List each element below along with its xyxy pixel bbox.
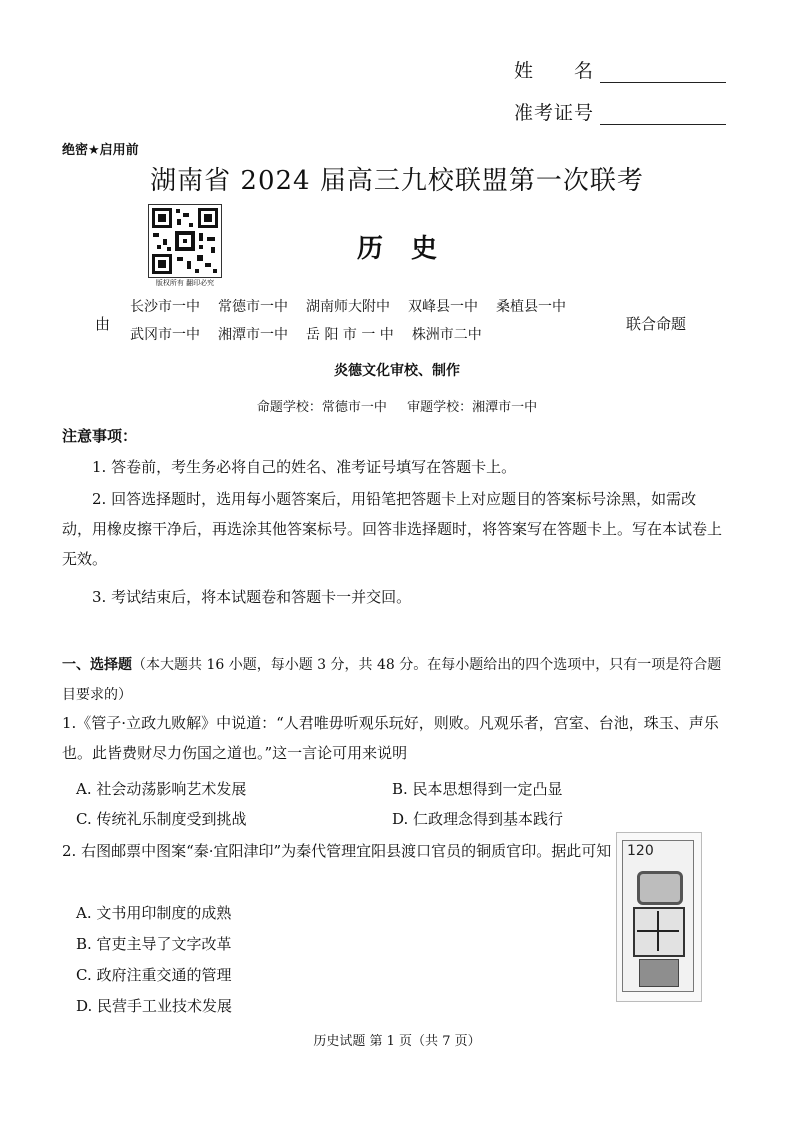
qr-caption: 版权所有 翻印必究 — [155, 279, 215, 287]
schools-row-2 — [130, 324, 500, 344]
exam-number-label: 准考证号 — [514, 102, 595, 124]
school-name: 双峰县一中 — [408, 299, 478, 315]
school-name: 株洲市二中 — [411, 327, 482, 343]
name-field[interactable] — [514, 56, 726, 83]
school-name: 长沙市一中 — [130, 299, 200, 315]
notice-item-3: 3. 考试结束后，将本试题卷和答题卡一并交回。 — [92, 588, 412, 606]
notice-heading: 注意事项： — [62, 427, 138, 445]
q1-option-c[interactable]: C. 传统礼乐制度受到挑战 — [76, 810, 247, 828]
q2-option-a[interactable]: A. 文书用印制度的成熟 — [76, 904, 232, 922]
setters-line — [0, 396, 794, 415]
notice-item-2: 2. 回答选择题时，选用每小题答案后，用铅笔把答题卡上对应题目的答案标号涂黑，如需改动，用橡皮擦干净后，再选涂其他答案标号。回答非选择题时，将答案写在答题卡上。写在本试卷上无效。 — [62, 490, 723, 568]
question-2-stem: 2. 右图邮票中图案“秦·宜阳津印”为秦代管理宜阳县渡口官员的铜质官印。据此可知 — [62, 842, 612, 860]
page-footer: 历史试题 第 1 页（共 7 页） — [313, 1034, 481, 1049]
school-name: 桑植县一中 — [496, 299, 566, 315]
question-1-stem: 1.《管子·立政九败解》中说道：“人君唯毋听观乐玩好，则败。凡观乐者，宫室、台池，珠玉、声乐也。此皆费财尽力伤国之道也。”这一言论可用来说明 — [62, 714, 719, 762]
q2-option-c[interactable]: C. 政府注重交通的管理 — [76, 966, 232, 984]
reviewer-school: 审题学校：湘潭市一中 — [407, 400, 538, 415]
school-name: 湖南师大附中 — [306, 299, 390, 315]
confidential-mark: 绝密★启用前 — [62, 143, 139, 158]
section-description: （本大题共 16 小题，每小题 3 分，共 48 分。在每小题给出的四个选项中，只有一项是符合题目要求的） — [62, 657, 722, 703]
school-name: 湘潭市一中 — [218, 327, 288, 343]
q1-option-b[interactable]: B. 民本思想得到一定凸显 — [392, 780, 563, 798]
exam-title: 湖南省 2024 届高三九校联盟第一次联考 — [150, 166, 644, 196]
seal-knob-icon — [637, 871, 683, 905]
section-header — [62, 650, 722, 710]
exam-number-blank[interactable] — [600, 106, 726, 125]
section-title: 一、选择题 — [62, 657, 132, 673]
q1-option-d[interactable]: D. 仁政理念得到基本践行 — [392, 810, 564, 828]
school-name: 岳 阳 市 一 中 — [306, 327, 394, 343]
name-blank[interactable] — [600, 64, 726, 83]
q2-option-d[interactable]: D. 民营手工业技术发展 — [76, 997, 233, 1015]
q2-option-b[interactable]: B. 官吏主导了文字改革 — [76, 935, 232, 953]
joint-label: 联合命题 — [626, 315, 687, 333]
producer-line: 炎德文化审校、制作 — [334, 363, 460, 379]
school-name: 武冈市一中 — [130, 327, 200, 343]
exam-number-field[interactable] — [514, 98, 726, 125]
schools-row-1 — [130, 296, 584, 316]
school-name: 常德市一中 — [218, 299, 288, 315]
seal-imprint-icon — [633, 907, 685, 957]
setter-school: 命题学校：常德市一中 — [256, 400, 387, 415]
postage-stamp-image — [622, 840, 694, 992]
subject-title: 历史 — [356, 234, 465, 264]
stamp-value: 120 — [627, 843, 654, 859]
name-label: 姓 名 — [514, 60, 595, 82]
notice-item-1: 1. 答卷前，考生务必将自己的姓名、准考证号填写在答题卡上。 — [92, 458, 517, 476]
q1-option-a[interactable]: A. 社会动荡影响艺术发展 — [76, 780, 247, 798]
by-label: 由 — [95, 315, 111, 333]
seal-base-icon — [639, 959, 679, 987]
